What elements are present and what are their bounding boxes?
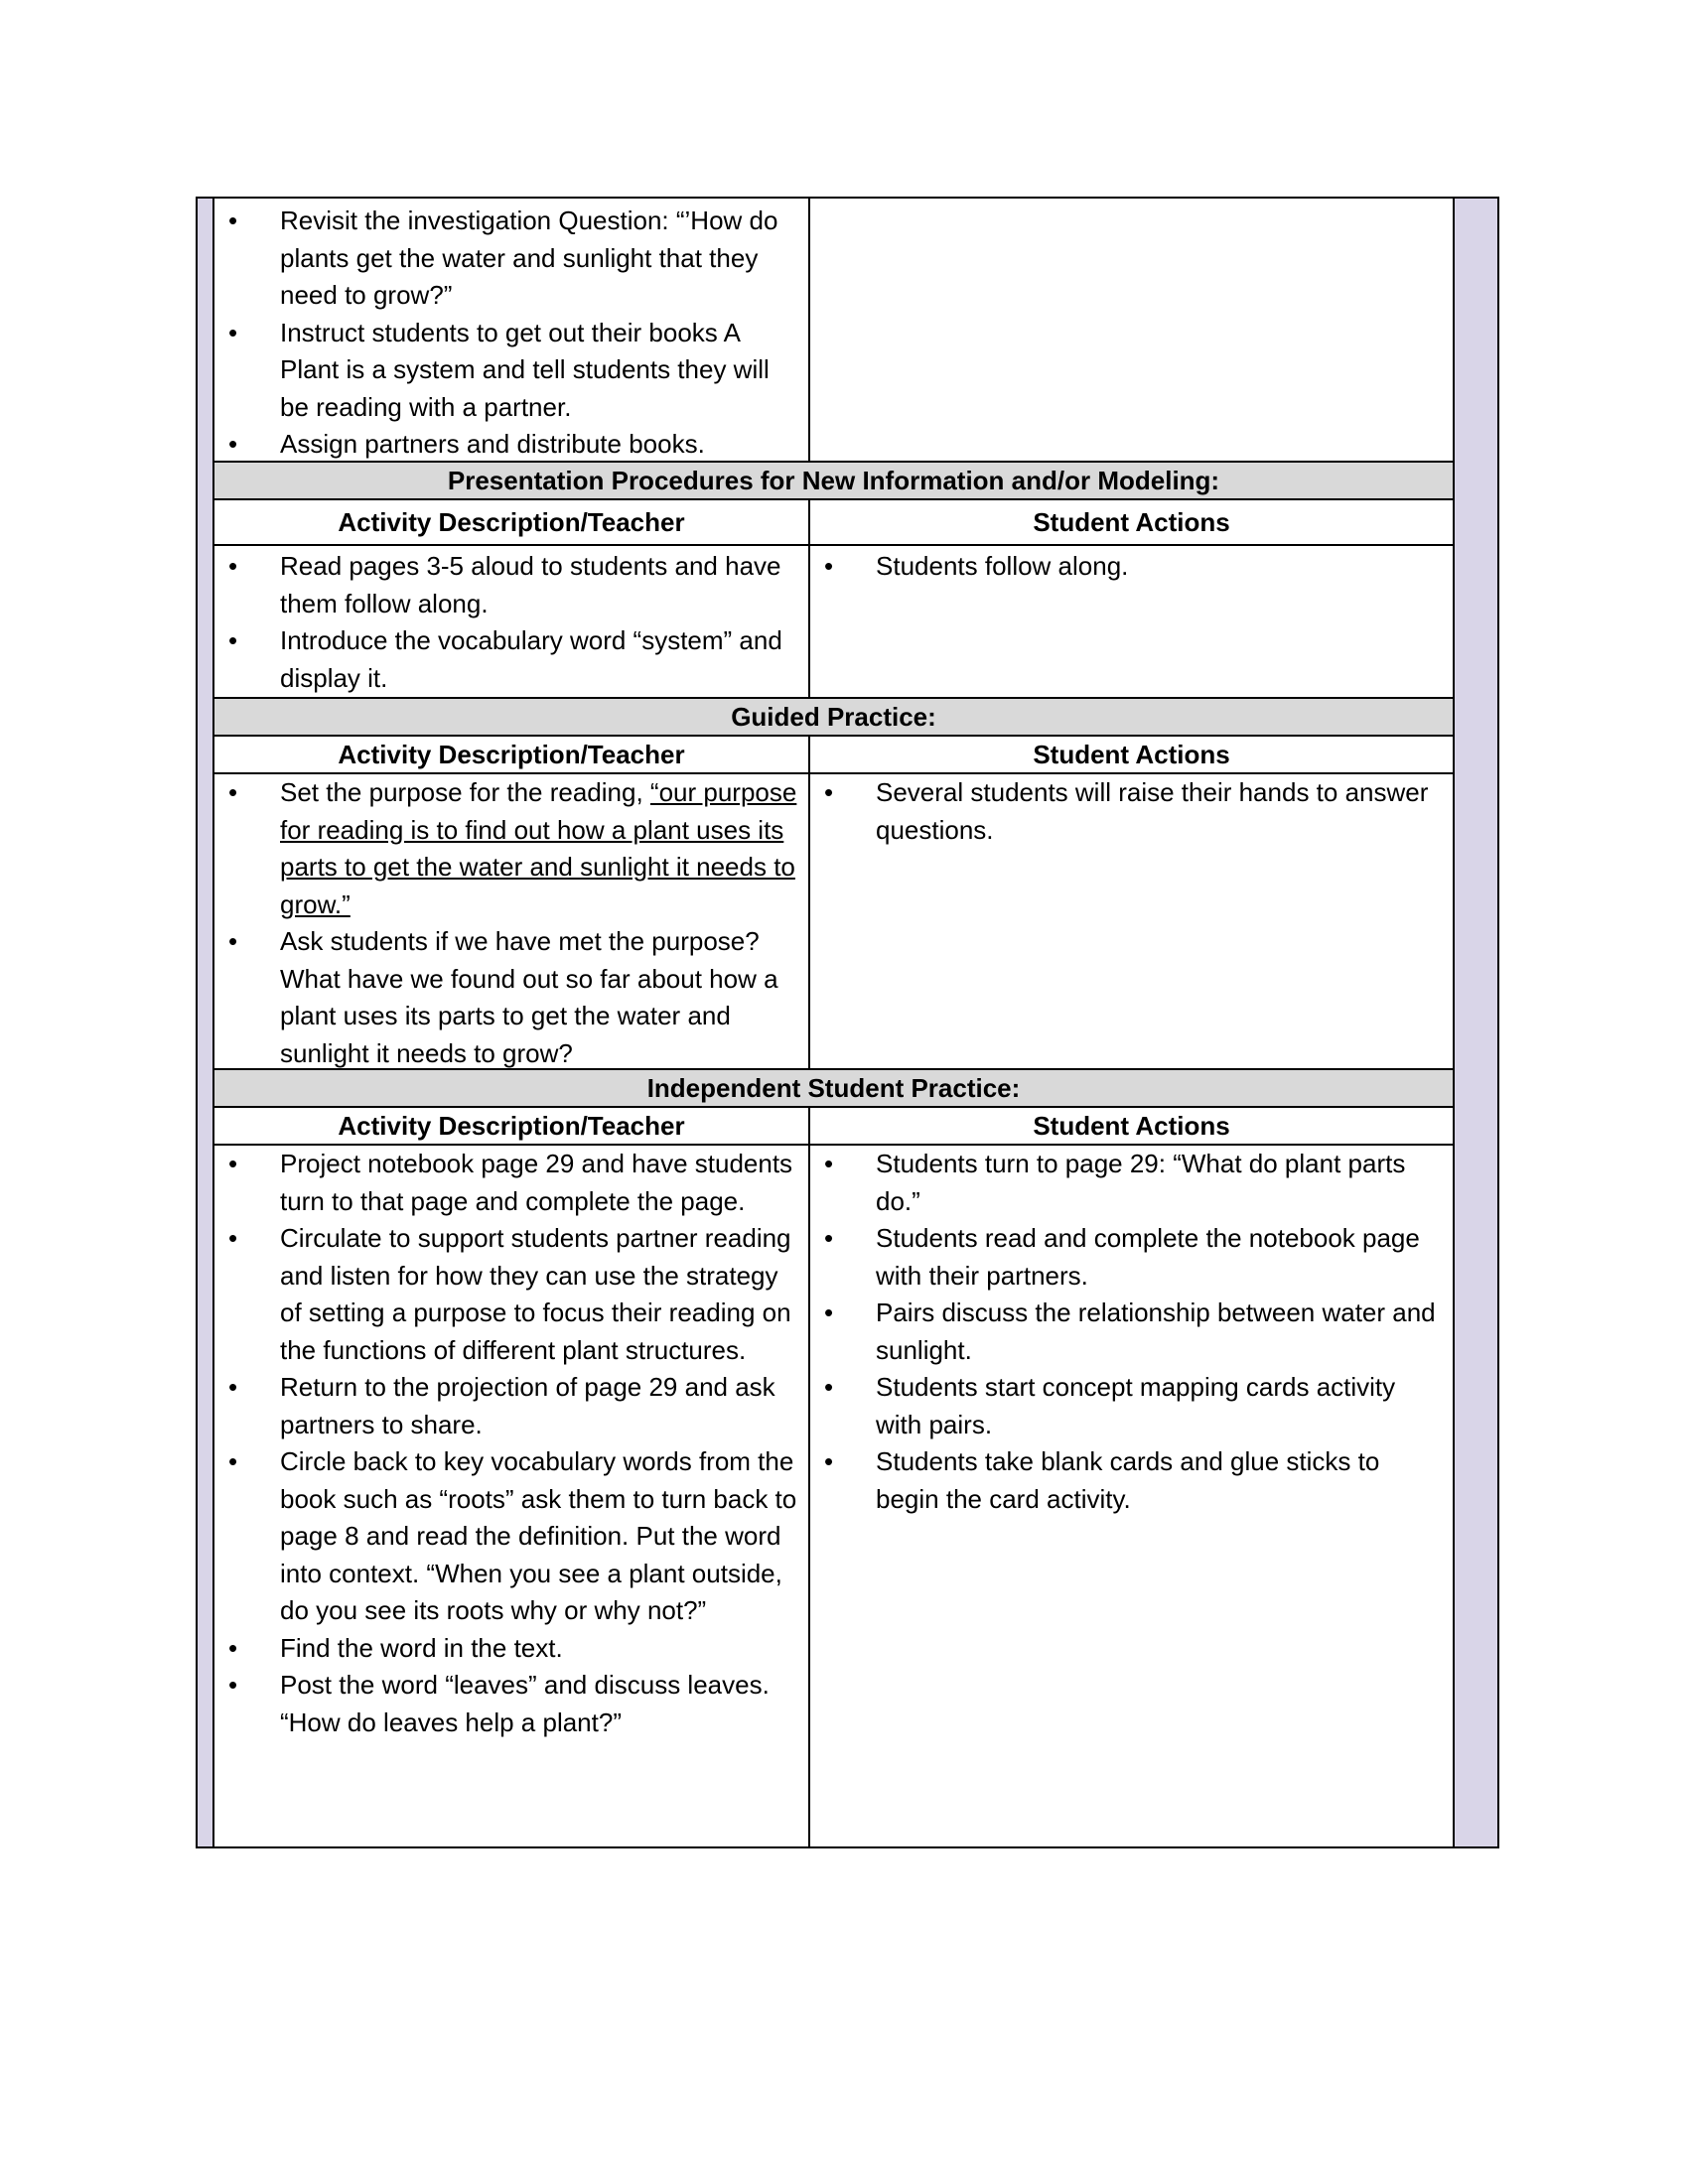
list-item: • Assign partners and distribute books.	[214, 426, 808, 464]
list-item: • Several students will raise their hands to answer questions.	[810, 774, 1453, 849]
list-item: • Post the word “leaves” and discuss leaves. “How do leaves help a plant?”	[214, 1667, 808, 1741]
list-item: • Instruct students to get out their books A Plant is a system and tell students they will be reading with a partner.	[214, 315, 808, 427]
independent-body	[212, 1146, 1455, 1848]
presentation-body	[212, 546, 1455, 699]
list-item: • Ask students if we have met the purpose? What have we found out so far about how a plant uses its parts to get the water and sunlight it needs to grow?	[214, 923, 808, 1072]
list-item: • Students read and complete the notebook page with their partners.	[810, 1220, 1453, 1295]
list-item: • Students follow along.	[810, 548, 1453, 586]
independent-student-cell	[810, 1146, 1453, 1846]
guided-purpose-underlined: “our purpose for reading is to find out how a plant uses its parts to get the water and sunlight it needs to grow.”	[280, 777, 797, 919]
guided-student-cell	[810, 774, 1453, 1068]
independent-header: Independent Student Practice:	[212, 1070, 1455, 1108]
guided-teacher-cell	[214, 774, 810, 1068]
col-header-student: Student Actions	[1033, 740, 1230, 769]
independent-teacher-cell	[214, 1146, 810, 1846]
guided-col-headers	[212, 737, 1455, 774]
list-item: • Return to the projection of page 29 and ask partners to share.	[214, 1369, 808, 1443]
list-item: • Circle back to key vocabulary words from the book such as “roots” ask them to turn back to page 8 and read the definition. Put the word into context. “When you see a plant outside, do you see its roots why or why not?”	[214, 1443, 808, 1630]
list-item: • Revisit the investigation Question: “’How do plants get the water and sunlight that they need to grow?”	[214, 203, 808, 315]
col-header-teacher: Activity Description/Teacher	[214, 737, 810, 772]
list-item: • Pairs discuss the relationship between water and sunlight.	[810, 1295, 1453, 1369]
top-section-row	[212, 197, 1455, 463]
list-item: • Read pages 3-5 aloud to students and have them follow along.	[214, 548, 808, 622]
col-header-teacher: Activity Description/Teacher	[214, 500, 810, 544]
list-item: • Introduce the vocabulary word “system” and display it.	[214, 622, 808, 697]
guided-body	[212, 774, 1455, 1070]
top-student-cell	[810, 199, 1453, 461]
presentation-header: Presentation Procedures for New Information and/or Modeling:	[212, 463, 1455, 500]
col-header-student: Student Actions	[1033, 507, 1230, 537]
list-item	[214, 774, 808, 923]
list-item: • Project notebook page 29 and have students turn to that page and complete the page.	[214, 1146, 808, 1220]
top-teacher-cell	[214, 199, 810, 461]
guided-item-lead: Set the purpose for the reading,	[280, 777, 650, 807]
independent-col-headers	[212, 1108, 1455, 1146]
list-item: • Students start concept mapping cards activity with pairs.	[810, 1369, 1453, 1443]
presentation-teacher-cell	[214, 546, 810, 697]
list-item: • Students take blank cards and glue sticks to begin the card activity.	[810, 1443, 1453, 1518]
col-header-student: Student Actions	[1033, 1111, 1230, 1141]
list-item: • Find the word in the text.	[214, 1630, 808, 1668]
guided-header: Guided Practice:	[212, 699, 1455, 737]
presentation-student-cell	[810, 546, 1453, 697]
list-item: • Circulate to support students partner reading and listen for how they can use the strategy of setting a purpose to focus their reading on the functions of different plant structures.	[214, 1220, 808, 1369]
col-header-teacher: Activity Description/Teacher	[214, 1108, 810, 1144]
list-item: • Students turn to page 29: “What do plant parts do.”	[810, 1146, 1453, 1220]
presentation-col-headers	[212, 500, 1455, 546]
